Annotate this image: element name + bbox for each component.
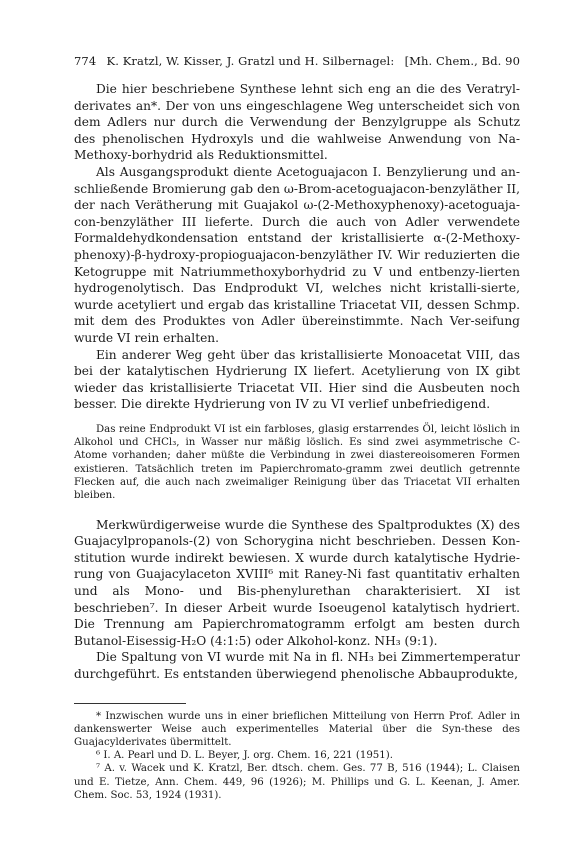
paragraph: Merkwürdigerweise wurde die Synthese des Spaltproduktes (X) des Guajacylpropanols-(2) von Schorygina nicht beschrieben. Dessen Kon-stitution wurde indirekt bewiesen. X wurde durch katalytische Hydrie-rung von Guajacylaceton XVIII⁶ mit Raney-Ni fast quantitativ erhalten und als Mono- und Bis-phenylurethan charakterisiert. XI ist beschrieben⁷. In dieser Arbeit wurde Isoeugenol katalytisch hydriert. Die Trennung am Papierchromatogramm erfolgt am besten durch Butanol-Eisessig-H₂O (4:1:5) oder Alkohol-konz. NH₃ (9:1). xyxy=(74,517,520,648)
main-text-continued xyxy=(74,517,520,683)
small-print-note xyxy=(74,423,520,503)
running-head xyxy=(74,54,520,68)
paragraph: Die Spaltung von VI wurde mit Na in fl. NH₃ bei Zimmertemperatur durchgeführt. Es entstanden überwiegend phenolische Abbauprodukte, xyxy=(74,650,520,681)
page-number: 774 xyxy=(74,54,97,68)
running-head-journal: [Mh. Chem., Bd. 90 xyxy=(404,54,520,68)
running-head-authors: K. Kratzl, W. Kisser, J. Gratzl und H. Silbernagel: xyxy=(106,54,395,68)
paragraph: Ein anderer Weg geht über das kristallisierte Monoacetat VIII, das bei der katalytischen Hydrierung IX liefert. Acetylierung von IX gibt wieder das kristallisierte Triacetat VII. Hier sind die Ausbeuten noch besser. Die direkte Hydrierung von IV zu VI verlief unbefriedigend. xyxy=(74,347,520,412)
footnote: * Inzwischen wurde uns in einer brieflichen Mitteilung von Herrn Prof. Adler in dankenswerter Weise auch experimentelles Material über die Syn-these des Guajacylderivates übermittelt. xyxy=(74,710,520,748)
note-text: Das reine Endprodukt VI ist ein farbloses, glasig erstarrendes Öl, leicht löslich in Alkohol und CHCl₃, in Wasser nur mäßig löslich. Es sind zwei asymmetrische C-Atome vorhanden; daher müßte die Verbindung in zwei diastereoisomeren Formen existieren. Tatsächlich treten im Papierchromato-gramm zwei deutlich getrennte Flecken auf, die auch nach zweimaliger Reinigung über das Triacetat VII erhalten bleiben. xyxy=(74,423,520,502)
footnotes xyxy=(74,710,520,802)
footnote: ⁶ I. A. Pearl und D. L. Beyer, J. org. Chem. 16, 221 (1951). xyxy=(96,750,393,762)
main-text xyxy=(74,81,520,413)
footnote: ⁷ A. v. Wacek und K. Kratzl, Ber. dtsch. chem. Ges. 77 B, 516 (1944); L. Claisen und E. Tietze, Ann. Chem. 449, 96 (1926); M. Phillips und G. L. Keenan, J. Amer. Chem. Soc. 53, 1924 (1931). xyxy=(74,763,520,801)
paragraph: Als Ausgangsprodukt diente Acetoguajacon I. Benzylierung und an-schließende Bromierung gab den ω-Brom-acetoguajacon-benzyläther II, der nach Verätherung mit Guajakol ω-(2-Methoxyphenoxy)-acetoguaja-con-benzyläther III lieferte. Durch die auch von Adler verwendete Formaldehydkondensation entstand der kristallisierte α-(2-Methoxy-phenoxy)-β-hydroxy-propioguajacon-benzyläther IV. Wir reduzierten die Ketogruppe mit Natriummethoxyborhydrid zu V und entbenzy-lierten hydrogenolytisch. Das Endprodukt VI, welches nicht kristalli-sierte, wurde acetyliert und ergab das kristalline Triacetat VII, dessen Schmp. mit dem des Produktes von Adler übereinstimmte. Nach Ver-seifung wurde VI rein erhalten. xyxy=(74,164,520,345)
paragraph: Die hier beschriebene Synthese lehnt sich eng an die des Veratryl-derivates an*. Der von uns eingeschlagene Weg unterscheidet sich von dem Adlers nur durch die Verwendung der Benzylgruppe als Schutz des phenolischen Hydroxyls und die wahlweise Anwendung von Na-Methoxy-borhydrid als Reduktionsmittel. xyxy=(74,82,520,163)
footnote-rule xyxy=(74,703,186,704)
